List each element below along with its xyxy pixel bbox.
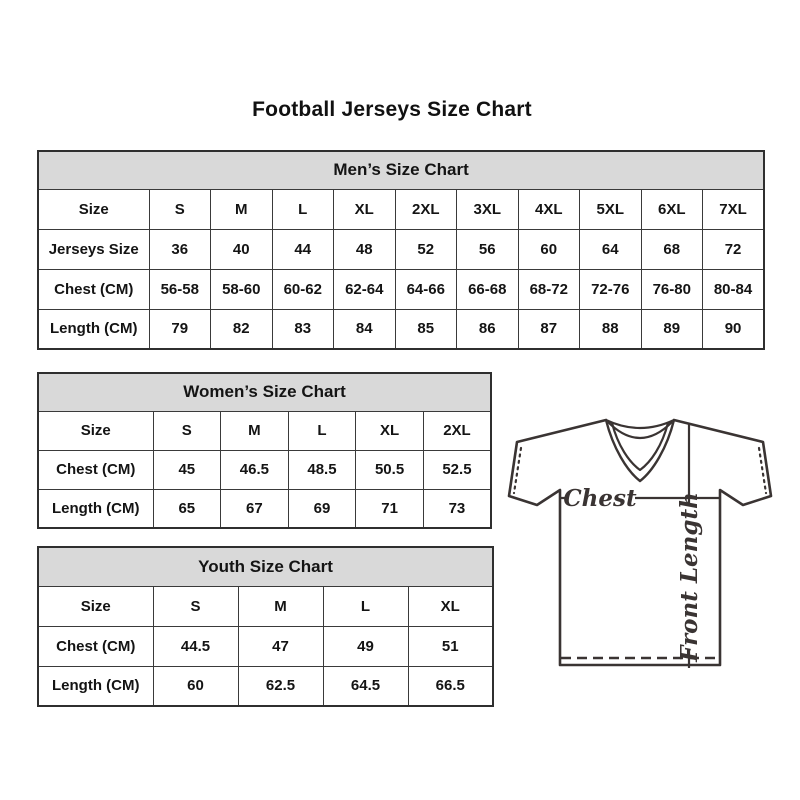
row-label: Chest (CM) [38,626,153,666]
table-cell: 65 [153,489,221,528]
table-title-row [38,373,491,411]
table-row [38,189,764,229]
table-cell: 50.5 [356,450,424,489]
chest-label: Chest [563,485,637,512]
table-cell: 83 [272,309,334,349]
row-label: Chest (CM) [38,450,153,489]
row-label: Length (CM) [38,309,149,349]
table-cell: S [149,189,211,229]
table-cell: 88 [580,309,642,349]
table-cell: 64 [580,229,642,269]
table-cell: 60 [153,666,238,706]
front-length-label: Front Length [676,492,703,662]
table-cell: 46.5 [221,450,289,489]
table-cell: 2XL [423,411,491,450]
table-cell: 68 [641,229,703,269]
mens-size-table-title: Men’s Size Chart [38,151,764,189]
table-cell: 44.5 [153,626,238,666]
table-cell: 58-60 [211,269,273,309]
table-cell: 5XL [580,189,642,229]
table-row [38,269,764,309]
table-cell: L [323,586,408,626]
table-cell: 66-68 [457,269,519,309]
table-cell: 7XL [703,189,765,229]
table-cell: 60 [518,229,580,269]
table-cell: M [221,411,289,450]
table-cell: 44 [272,229,334,269]
womens-size-table [37,372,492,529]
table-cell: M [238,586,323,626]
table-cell: 51 [408,626,493,666]
collar-v-inner [612,423,668,470]
table-cell: XL [356,411,424,450]
table-cell: 71 [356,489,424,528]
table-cell: 69 [288,489,356,528]
table-cell: 72 [703,229,765,269]
table-cell: L [288,411,356,450]
table-cell: M [211,189,273,229]
row-label: Size [38,189,149,229]
table-cell: 79 [149,309,211,349]
row-label: Jerseys Size [38,229,149,269]
row-label: Size [38,586,153,626]
row-label: Length (CM) [38,666,153,706]
womens-size-table-title: Women’s Size Chart [38,373,491,411]
table-cell: 3XL [457,189,519,229]
table-cell: 60-62 [272,269,334,309]
table-row [38,411,491,450]
table-row [38,586,493,626]
table-cell: 52.5 [423,450,491,489]
table-row [38,666,493,706]
youth-size-table-title: Youth Size Chart [38,547,493,586]
table-cell: 6XL [641,189,703,229]
row-label: Length (CM) [38,489,153,528]
table-cell: 62-64 [334,269,396,309]
table-cell: 82 [211,309,273,349]
table-cell: 84 [334,309,396,349]
table-cell: 47 [238,626,323,666]
table-title-row [38,151,764,189]
table-cell: 45 [153,450,221,489]
table-cell: 87 [518,309,580,349]
table-cell: 67 [221,489,289,528]
table-cell: 4XL [518,189,580,229]
youth-size-table [37,546,494,707]
table-cell: 86 [457,309,519,349]
table-title-row [38,547,493,586]
table-cell: 68-72 [518,269,580,309]
table-cell: 52 [395,229,457,269]
page-title: Football Jerseys Size Chart [252,98,532,121]
table-cell: 80-84 [703,269,765,309]
table-cell: 90 [703,309,765,349]
table-cell: XL [334,189,396,229]
table-cell: 62.5 [238,666,323,706]
mens-size-table [37,150,765,350]
table-cell: 66.5 [408,666,493,706]
table-cell: 2XL [395,189,457,229]
table-cell: XL [408,586,493,626]
table-cell: 48.5 [288,450,356,489]
jersey-diagram-icon [505,412,775,672]
table-cell: 72-76 [580,269,642,309]
table-row [38,626,493,666]
table-cell: 64.5 [323,666,408,706]
table-cell: 56-58 [149,269,211,309]
table-cell: 49 [323,626,408,666]
table-cell: 40 [211,229,273,269]
row-label: Chest (CM) [38,269,149,309]
table-cell: S [153,411,221,450]
table-row [38,229,764,269]
table-cell: S [153,586,238,626]
table-cell: 89 [641,309,703,349]
jersey-outline [509,420,771,665]
row-label: Size [38,411,153,450]
table-cell: 48 [334,229,396,269]
table-row [38,489,491,528]
table-cell: 85 [395,309,457,349]
table-row [38,309,764,349]
table-cell: 64-66 [395,269,457,309]
table-row [38,450,491,489]
table-cell: 56 [457,229,519,269]
table-cell: 73 [423,489,491,528]
collar-back-curve [606,420,674,428]
table-cell: 36 [149,229,211,269]
jersey-measurement-diagram [505,412,775,672]
table-cell: 76-80 [641,269,703,309]
table-cell: L [272,189,334,229]
